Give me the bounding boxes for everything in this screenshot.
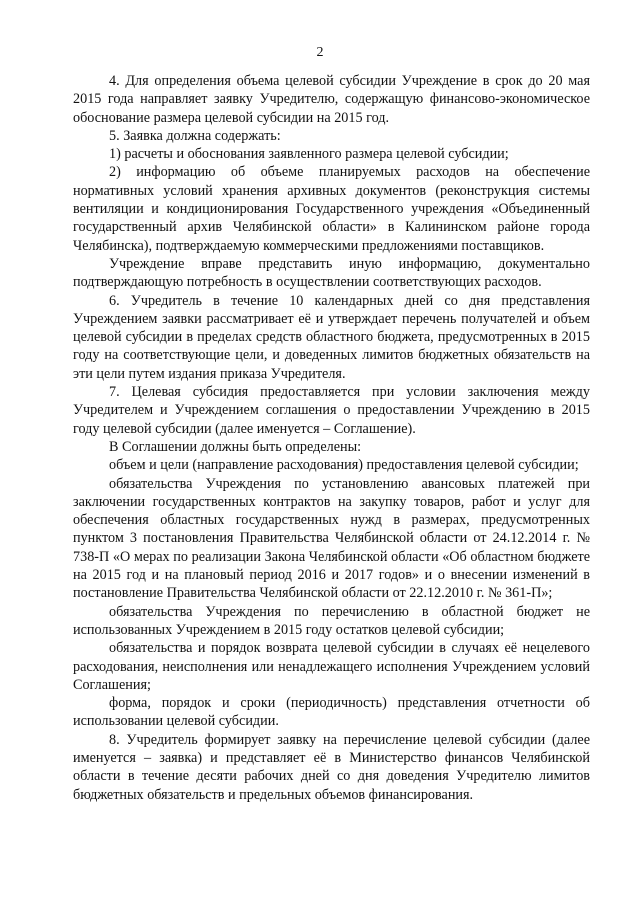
paragraph: 7. Целевая субсидия предоставляется при условии заключения между Учредителем и Учреждением соглашения о предоставлении Учреждению в 2015 году целевой субсидии (далее именуется – Соглашение). <box>73 384 590 437</box>
paragraph: 5. Заявка должна содержать: <box>109 127 281 144</box>
paragraph: объем и цели (направление расходования) предоставления целевой субсидии; <box>109 457 579 474</box>
page-number: 2 <box>316 45 324 60</box>
paragraph: обязательства Учреждения по установлению авансовых платежей при заключении государственных контрактов на закупку товаров, работ и услуг для обеспечения областных государственных нужд в размерах, предусмотренных пунктом 3 постановления Правительства Челябинской области от 24.12.2014 г. № 738-П «О мерах по реализации Закона Челябинской области «Об областном бюджете на 2015 год и на плановый период 2016 и 2017 годов» и о внесении изменений в постановление Правительства Челябинской области от 22.12.2010 г. № 361-П»; <box>73 475 590 602</box>
paragraph: Учреждение вправе представить иную информацию, документально подтверждающую потребность в осуществлении соответствующих расходов. <box>73 255 590 291</box>
paragraph: обязательства и порядок возврата целевой субсидии в случаях её нецелевого расходования, неисполнения или ненадлежащего исполнения Учреждением условий Соглашения; <box>73 640 590 693</box>
document-body <box>73 72 590 804</box>
paragraph: обязательства Учреждения по перечислению в областной бюджет не использованных Учреждением в 2015 году остатков целевой субсидии; <box>73 603 590 638</box>
paragraph: В Соглашении должны быть определены: <box>109 438 362 455</box>
paragraph: 2) информацию об объеме планируемых расходов на обеспечение нормативных условий хранения архивных документов (реконструкция системы вентиляции и кондиционирования Государственного учреждения «Объединенный государственный архив Челябинской области» в Калининском районе города Челябинска), подтверждаемую коммерческими предложениями поставщиков. <box>73 164 590 254</box>
paragraph: 6. Учредитель в течение 10 календарных дней со дня представления Учреждением заявки рассматривает её и утверждает перечень получателей и объем целевой субсидии в пределах средств областного бюджета, предусмотренных в 2015 году на соответствующие цели, и доведенных лимитов бюджетных обязательств на эти цели путем издания приказа Учредителя. <box>73 292 590 382</box>
paragraph: 1) расчеты и обоснования заявленного размера целевой субсидии; <box>109 146 509 163</box>
paragraph: форма, порядок и сроки (периодичность) представления отчетности об использовании целевой субсидии. <box>73 695 590 730</box>
paragraph: 4. Для определения объема целевой субсидии Учреждение в срок до 20 мая 2015 года направляет заявку Учредителю, содержащую финансово-экономическое обоснование размера целевой субсидии на 2015 год. <box>73 73 590 126</box>
paragraph: 8. Учредитель формирует заявку на перечисление целевой субсидии (далее именуется – заявка) и представляет её в Министерство финансов Челябинской области в течение десяти рабочих дней со дня доведения Учредителю лимитов бюджетных обязательств и предельных объемов финансирования. <box>73 731 590 803</box>
